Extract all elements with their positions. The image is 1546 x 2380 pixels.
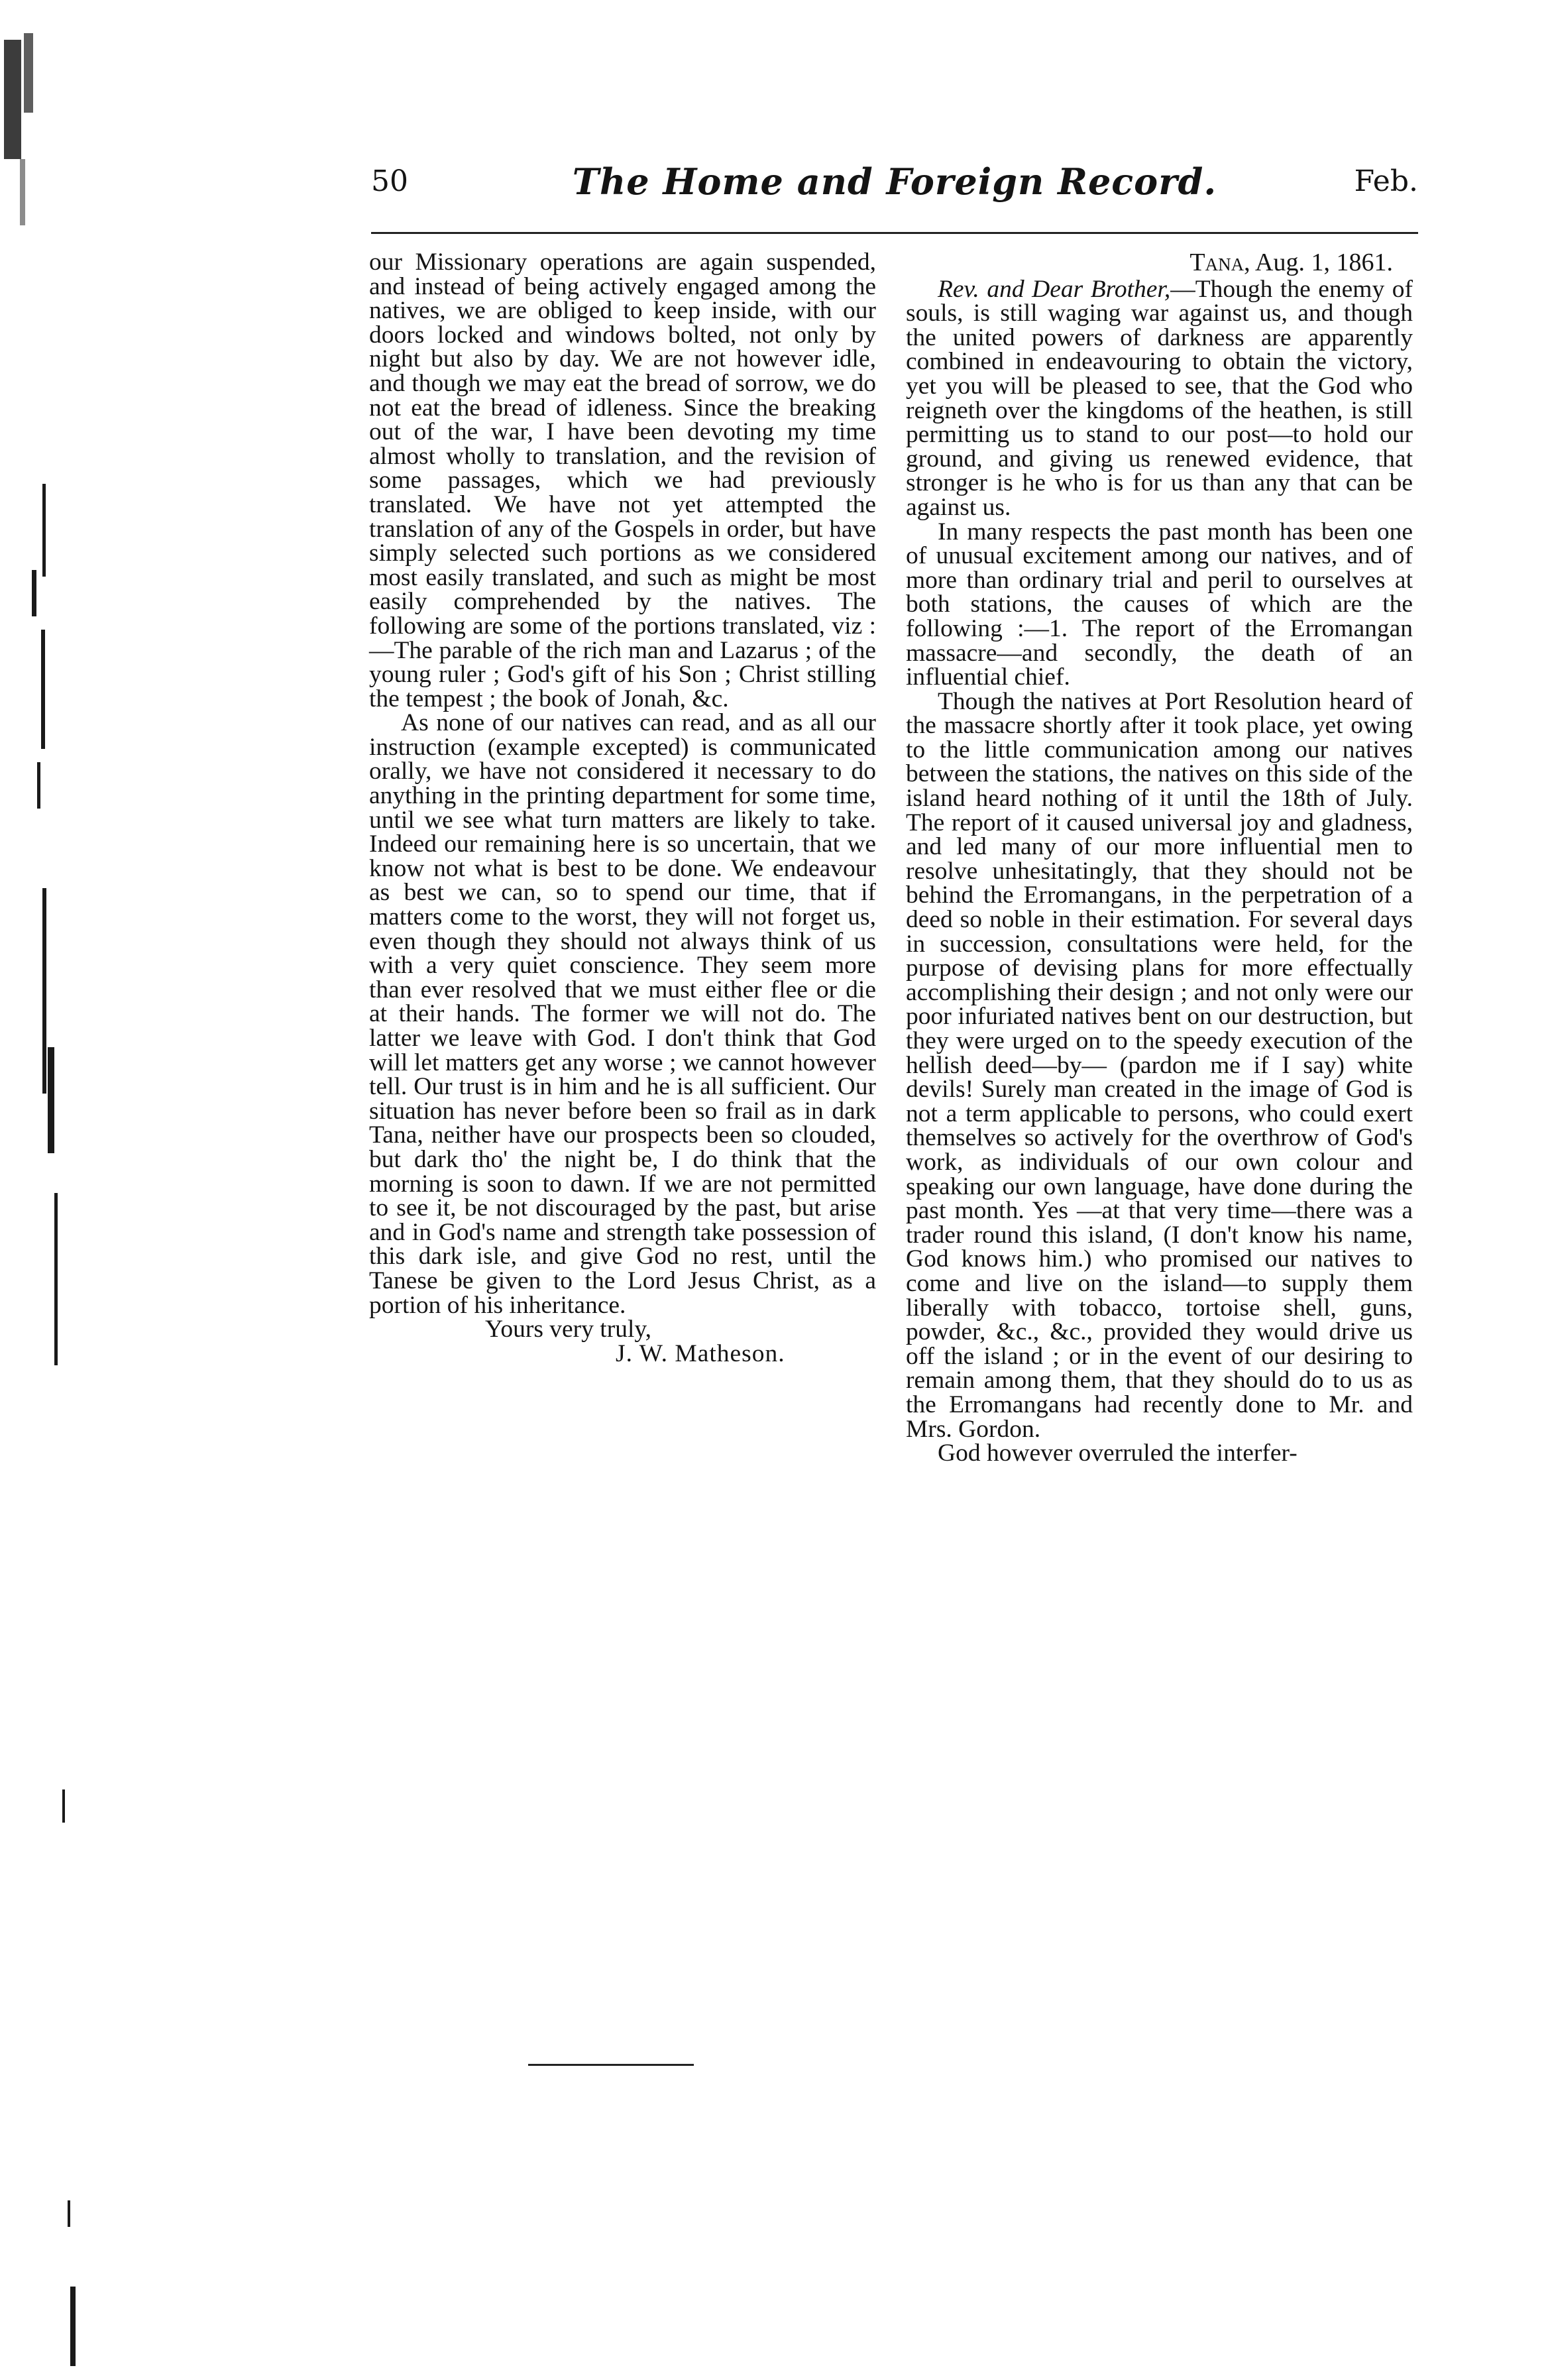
left-paragraph-2: As none of our natives can read, and as all our instruction (example excepted) is communicated orally, we have not considered it necessary to do anything in the printing department for some time, until we see what turn matters are likely to take. Indeed our remaining here is so uncertain, that we know not what is best to be done. We endeavour as best we can, so to spend our time, that if matters come to the worst, they will not forget us, even though they should not always think of us with a very quiet conscience. They seem more than ever resolved that we must either flee or die at their hands. The former we will not do. The latter we leave with God. I don't think that God will let matters get any worse ; we cannot however tell. Our trust is in him and he is all sufficient. Our situation has never before been so frail as in dark Tana, neither have our prospects been so clouded, but dark tho' the night be, I do think that the morning is soon to dawn. If we are not permitted to see it, be not discouraged by the past, but arise and in God's name and strength take possession of this dark isle, and give God no rest, until the Tanese be given to the Lord Jesus Christ, as a portion of his inheritance. [369,709,876,1319]
binding-edge-mark [42,484,46,577]
header-rule [371,232,1418,234]
page-number: 50 [371,164,408,198]
right-column [906,251,1413,1466]
left-column [369,251,876,1366]
binding-edge-mark [70,2287,76,2366]
binding-edge-mark [68,2200,70,2227]
dateline-place: Tana [1189,249,1244,276]
binding-edge-mark [54,1193,58,1365]
right-paragraph-4: God however overruled the interfer- [938,1440,1298,1467]
binding-edge-mark [4,40,21,159]
right-paragraph-1-text: —Though the enemy of souls, is still waging war against us, and though the united powers of darkness are apparently combined in endeavouring to obtain the victory, yet you will be pleased to see, that the God who reigneth over the kingdoms of the heathen, is still permitting us to stand to our post—to hold our ground, and giving us renewed evidence, that stronger is he who is for us than any that can be against us. [906,275,1413,521]
binding-edge-mark [48,1047,54,1153]
binding-edge-mark [24,33,33,113]
running-header [371,160,1418,217]
journal-title: The Home and Foreign Record. [572,160,1217,203]
binding-edge-mark [32,570,36,616]
dateline-date: , Aug. 1, 1861. [1244,249,1393,276]
letter-signature: J. W. Matheson. [616,1339,785,1367]
binding-edge-mark [41,630,45,749]
issue-month: Feb. [1354,164,1418,198]
letter-closing: Yours very truly, [485,1316,652,1343]
binding-edge-mark [37,762,40,809]
right-paragraph-3: Though the natives at Port Resolution heard of the massacre shortly after it took place, yet owing to the little communication among our natives between the stations, the natives on this side of the island heard nothing of it until the 18th of July. The report of it caused universal joy and gladness, and led many of our more influential men to resolve unhesitatingly, that they should not be behind the Erromangans, in the perpetration of a deed so noble in their estimation. For several days in succession, consultations were held, for the purpose of devising plans for more effectually accomplishing their design ; and not only were our poor infuriated natives bent on our destruction, but they were urged on to the speedy execution of the hellish deed—by— (pardon me if I say) white devils! Surely man created in the image of God is not a term applicable to persons, who could exert themselves so actively for the overthrow of God's work, as individuals of our own colour and speaking our own language, have done during the past month. Yes —at that very time—there was a trader round this island, (I don't know his name, God knows him.) who promised our natives to come and live on the island—to supply them liberally with tobacco, tortoise shell, guns, powder, &c., &c., provided they would drive us off the island ; or in the event of our desiring to remain among them, that they should do to us as the Erromangans had recently done to Mr. and Mrs. Gordon. [906,687,1413,1443]
right-paragraph-2: In many respects the past month has been one of unusual excitement among our natives, and of more than ordinary trial and peril to ourselves at both stations, the causes of which are the following :—1. The report of the Erromangan massacre—and secondly, the death of an influential chief. [906,518,1413,691]
end-of-letter-rule [528,2064,694,2066]
binding-edge-mark [42,888,46,1094]
binding-edge-mark [62,1789,65,1823]
left-paragraph-1: our Missionary operations are again suspended, and instead of being actively engaged among the natives, we are obliged to keep inside, with our doors locked and windows bolted, not only by night but also by day. We are not however idle, and though we may eat the bread of sorrow, we do not eat the bread of idleness. Since the breaking out of the war, I have been devoting my time almost wholly to translation, and the revision of some passages, which we had previously translated. We have not yet attempted the translation of any of the Gospels in order, but have simply selected such portions as we considered most easily translated, and such as might be most easily comprehended by the natives. The following are some of the portions translated, viz :—The parable of the rich man and Lazarus ; of the young ruler ; God's gift of his Son ; Christ stilling the tempest ; the book of Jonah, &c. [369,249,876,712]
letter-dateline [906,251,1413,275]
right-paragraph-1 [906,275,1413,521]
salutation: Rev. and Dear Brother, [938,275,1171,303]
binding-edge-mark [20,159,25,225]
